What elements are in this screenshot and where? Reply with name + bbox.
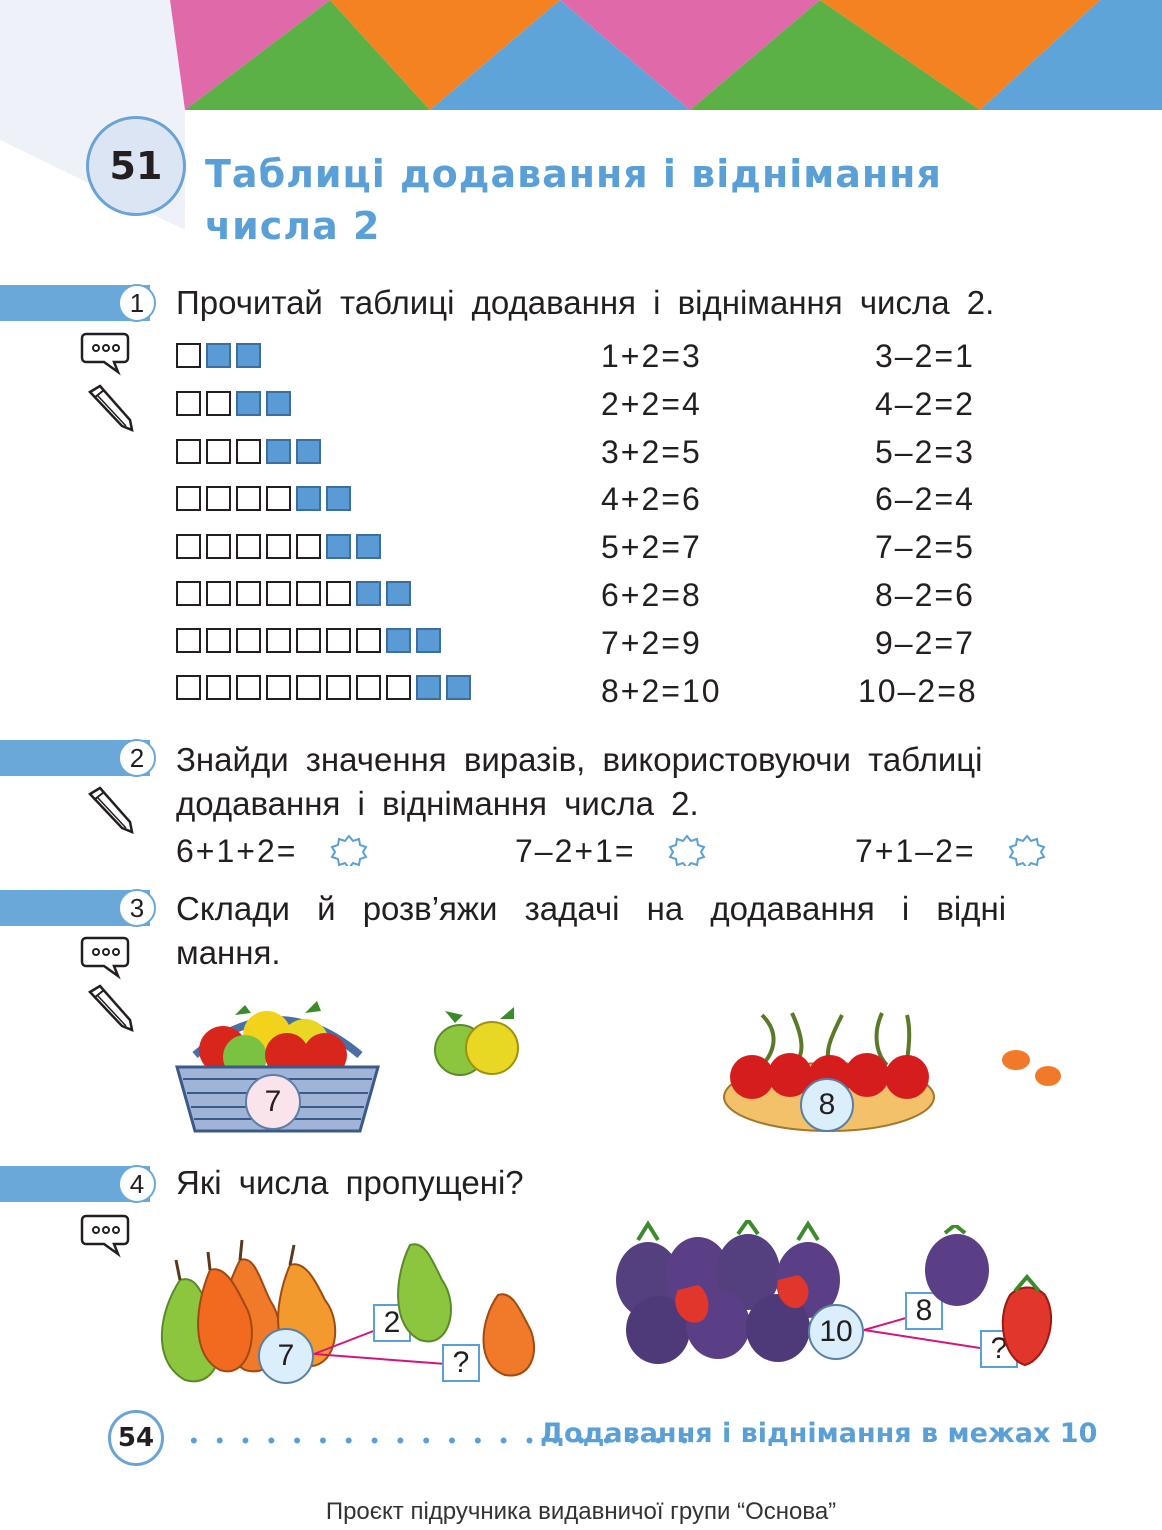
blue-square — [236, 391, 261, 416]
blue-square — [296, 486, 321, 511]
answer-star-icon[interactable] — [1008, 834, 1046, 866]
addition-equation: 1+2=3 — [601, 338, 702, 374]
white-square — [266, 534, 291, 559]
lesson-number: 51 — [86, 116, 186, 216]
decorative-banner — [0, 0, 1162, 110]
cherry-count-badge: 8 — [800, 1078, 854, 1132]
pears-total-badge: 7 — [258, 1328, 314, 1384]
blue-square — [416, 675, 441, 700]
subtraction-equation: 9–2=7 — [875, 625, 975, 661]
white-square — [176, 343, 201, 368]
task-4-number: 4 — [118, 1165, 156, 1203]
square-row — [176, 675, 471, 705]
white-square — [206, 581, 231, 606]
subtraction-equation: 6–2=4 — [875, 481, 975, 517]
white-square — [206, 675, 231, 700]
two-pears-illustration — [380, 1235, 540, 1380]
task-3-number: 3 — [118, 889, 156, 927]
white-square — [176, 628, 201, 653]
speech-bubble-icon — [80, 1210, 134, 1258]
expression: 7–2+1= — [515, 833, 636, 869]
white-square — [206, 628, 231, 653]
square-row — [176, 581, 411, 611]
white-square — [326, 675, 351, 700]
white-square — [176, 534, 201, 559]
answer-star-icon[interactable] — [330, 834, 368, 866]
subtraction-equation: 3–2=1 — [875, 338, 975, 374]
speech-bubble-icon — [80, 932, 134, 980]
berries-unknown-box[interactable]: ? — [980, 1330, 1018, 1368]
white-square — [176, 675, 201, 700]
addition-equation: 3+2=5 — [601, 434, 702, 470]
addition-equation: 5+2=7 — [601, 529, 702, 565]
blue-square — [266, 439, 291, 464]
task-3-text-line-1: Склади й розв’яжи задачі на додавання і відні — [176, 890, 1007, 927]
answer-star-icon[interactable] — [668, 834, 706, 866]
white-square — [206, 534, 231, 559]
white-square — [206, 439, 231, 464]
pencil-icon — [84, 786, 138, 834]
addition-equation: 8+2=10 — [601, 673, 722, 709]
task-2-text-line-2: додавання і віднімання числа 2. — [176, 785, 699, 822]
white-square — [296, 534, 321, 559]
task-2-number: 2 — [118, 739, 156, 777]
blue-square — [386, 581, 411, 606]
blue-square — [206, 343, 231, 368]
cherry-pits-illustration — [998, 1046, 1066, 1088]
pencil-icon — [84, 384, 138, 432]
expression: 7+1–2= — [855, 833, 976, 869]
white-square — [266, 581, 291, 606]
task-3-text-line-2: мання. — [176, 934, 281, 971]
blue-square — [326, 486, 351, 511]
pears-unknown-box[interactable]: ? — [442, 1344, 480, 1382]
white-square — [236, 534, 261, 559]
white-square — [386, 675, 411, 700]
white-square — [176, 486, 201, 511]
task-1-text: Прочитай таблиці додавання і віднімання числа 2. — [176, 284, 995, 321]
blue-square — [386, 628, 411, 653]
white-square — [326, 628, 351, 653]
blue-square — [356, 581, 381, 606]
title-line-1: Таблиці додавання і віднімання — [205, 152, 942, 196]
page-title — [205, 148, 965, 252]
white-square — [326, 581, 351, 606]
square-row — [176, 534, 381, 564]
addition-equation: 4+2=6 — [601, 481, 702, 517]
square-row — [176, 391, 291, 421]
apple-count-badge: 7 — [245, 1074, 301, 1130]
white-square — [296, 675, 321, 700]
white-square — [266, 675, 291, 700]
addition-equation: 2+2=4 — [601, 386, 702, 422]
blue-square — [326, 534, 351, 559]
publisher-note: Проєкт підручника видавничої групи “Основа” — [325, 1498, 837, 1525]
expression: 6+1+2= — [176, 833, 298, 869]
subtraction-equation: 10–2=8 — [858, 673, 978, 709]
white-square — [176, 581, 201, 606]
section-topic: Додавання і віднімання в межах 10 — [540, 1418, 1098, 1449]
subtraction-equation: 4–2=2 — [875, 386, 975, 422]
white-square — [176, 439, 201, 464]
subtraction-equation: 8–2=6 — [875, 577, 975, 613]
white-square — [176, 391, 201, 416]
berries-total-badge: 10 — [808, 1304, 864, 1360]
blue-square — [356, 534, 381, 559]
pencil-icon — [84, 984, 138, 1032]
square-row — [176, 628, 441, 658]
blue-square — [236, 343, 261, 368]
white-square — [266, 486, 291, 511]
square-row — [176, 486, 351, 516]
white-square — [236, 439, 261, 464]
square-row — [176, 439, 321, 469]
page-number: 54 — [108, 1410, 164, 1466]
white-square — [236, 675, 261, 700]
white-square — [236, 486, 261, 511]
white-square — [206, 391, 231, 416]
white-square — [296, 581, 321, 606]
blue-square — [446, 675, 471, 700]
white-square — [236, 581, 261, 606]
addition-equation: 6+2=8 — [601, 577, 702, 613]
subtraction-equation: 5–2=3 — [875, 434, 975, 470]
addition-equation: 7+2=9 — [601, 625, 702, 661]
white-square — [356, 675, 381, 700]
task-2-text-line-1: Знайди значення виразів, використовуючи таблиці — [176, 741, 983, 778]
blue-square — [266, 391, 291, 416]
blue-square — [296, 439, 321, 464]
two-apples-illustration — [430, 1005, 525, 1080]
pears-part-box: 2 — [373, 1304, 411, 1342]
white-square — [236, 628, 261, 653]
task-4-text: Які числа пропущені? — [176, 1164, 524, 1201]
square-row — [176, 343, 261, 373]
footer-dots: • • • • • • • • • • • • • • • • • • • • — [190, 1428, 695, 1453]
task-1-number: 1 — [118, 284, 156, 322]
white-square — [296, 628, 321, 653]
title-line-2: числа 2 — [205, 204, 381, 248]
speech-bubble-icon — [80, 328, 134, 376]
subtraction-equation: 7–2=5 — [875, 529, 975, 565]
berries-part-box: 8 — [905, 1292, 943, 1330]
white-square — [266, 628, 291, 653]
blue-square — [416, 628, 441, 653]
white-square — [356, 628, 381, 653]
white-square — [206, 486, 231, 511]
blackberry-strawberry-illustration — [915, 1225, 1065, 1375]
